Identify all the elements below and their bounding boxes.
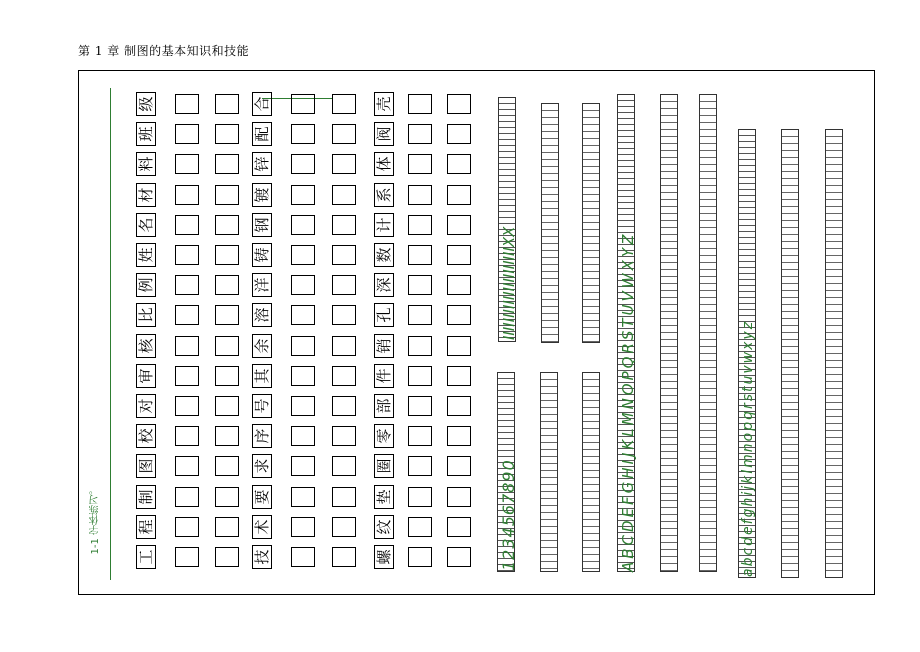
blank-practice-cell [408, 366, 432, 386]
practice-character: 溶 [252, 303, 272, 327]
blank-practice-cell [447, 517, 471, 537]
practice-character: 系 [374, 183, 394, 207]
blank-practice-cell [291, 396, 315, 416]
blank-practice-cell [175, 547, 199, 567]
blank-practice-cell [175, 185, 199, 205]
practice-character: 余 [252, 334, 272, 358]
blank-practice-cell [291, 245, 315, 265]
blank-practice-cell [215, 456, 239, 476]
digit-text: 1234567890 [499, 459, 518, 571]
blank-practice-cell [291, 215, 315, 235]
blank-practice-cell [332, 547, 356, 567]
practice-character: 计 [374, 213, 394, 237]
blank-practice-cell [408, 426, 432, 446]
upper-alpha-b: OPQRSTUVWXYZ [619, 231, 637, 396]
practice-character: 螺 [374, 545, 394, 569]
blank-practice-cell [332, 185, 356, 205]
blank-practice-cell [332, 517, 356, 537]
blank-practice-cell [175, 366, 199, 386]
blank-practice-cell [332, 396, 356, 416]
blank-practice-cell [408, 487, 432, 507]
blank-practice-cell [332, 366, 356, 386]
blank-practice-cell [175, 94, 199, 114]
practice-character: 阀 [374, 122, 394, 146]
practice-character: 件 [374, 364, 394, 388]
blank-practice-cell [175, 154, 199, 174]
blank-practice-cell [447, 215, 471, 235]
blank-practice-cell [408, 245, 432, 265]
blank-practice-cell [291, 487, 315, 507]
blank-strip-7 [781, 129, 799, 578]
blank-practice-cell [215, 487, 239, 507]
blank-practice-cell [291, 124, 315, 144]
blank-practice-cell [447, 487, 471, 507]
practice-character: 垫 [374, 485, 394, 509]
practice-character: 例 [136, 273, 156, 297]
practice-character: 圈 [374, 454, 394, 478]
blank-practice-cell [175, 396, 199, 416]
practice-character: 配 [252, 122, 272, 146]
practice-character: 销 [374, 334, 394, 358]
blank-practice-cell [332, 275, 356, 295]
blank-practice-cell [447, 305, 471, 325]
blank-practice-cell [332, 245, 356, 265]
blank-practice-cell [408, 396, 432, 416]
blank-practice-cell [447, 366, 471, 386]
blank-practice-cell [215, 154, 239, 174]
practice-character: 号 [252, 394, 272, 418]
practice-character: 名 [136, 213, 156, 237]
upper-alpha-a: ABCDEFGHIJKLMN [619, 395, 637, 572]
blank-practice-cell [291, 94, 315, 114]
practice-character: 术 [252, 515, 272, 539]
practice-character: 料 [136, 152, 156, 176]
title-divider-line [110, 88, 111, 580]
blank-practice-cell [332, 154, 356, 174]
blank-practice-cell [291, 517, 315, 537]
blank-practice-cell [332, 94, 356, 114]
practice-character: 审 [136, 364, 156, 388]
blank-strip-3 [660, 94, 678, 572]
blank-practice-cell [291, 366, 315, 386]
blank-strip-4 [699, 94, 717, 572]
practice-character: 工 [136, 545, 156, 569]
blank-practice-cell [175, 517, 199, 537]
practice-character: 级 [136, 92, 156, 116]
practice-character: 求 [252, 454, 272, 478]
blank-practice-cell [291, 547, 315, 567]
exercise-label: 1-1 字体练习。 [90, 485, 101, 555]
upper-alpha-text [619, 96, 637, 572]
blank-strip-5 [540, 372, 558, 572]
practice-character: 序 [252, 424, 272, 448]
blank-practice-cell [447, 185, 471, 205]
practice-character: 深 [374, 273, 394, 297]
blank-practice-cell [332, 336, 356, 356]
upper-latin-text-top: IIIIIIIIIIIIIIIIIIIIIXX [500, 226, 518, 340]
blank-practice-cell [175, 336, 199, 356]
blank-practice-cell [215, 305, 239, 325]
blank-practice-cell [447, 547, 471, 567]
blank-practice-cell [175, 456, 199, 476]
practice-character: 锌 [252, 152, 272, 176]
blank-practice-cell [175, 305, 199, 325]
practice-character: 纹 [374, 515, 394, 539]
practice-character: 比 [136, 303, 156, 327]
practice-character: 班 [136, 122, 156, 146]
blank-practice-cell [408, 215, 432, 235]
practice-character: 程 [136, 515, 156, 539]
blank-practice-cell [447, 426, 471, 446]
lower-alpha-text: abcdefghijklmnopqrstuvwxyz [740, 319, 756, 577]
blank-practice-cell [408, 456, 432, 476]
blank-practice-cell [291, 305, 315, 325]
blank-practice-cell [291, 154, 315, 174]
blank-practice-cell [215, 517, 239, 537]
blank-practice-cell [215, 94, 239, 114]
blank-practice-cell [408, 275, 432, 295]
practice-character: 姓 [136, 243, 156, 267]
practice-character: 钢 [252, 213, 272, 237]
blank-practice-cell [215, 336, 239, 356]
blank-practice-cell [175, 124, 199, 144]
blank-practice-cell [447, 124, 471, 144]
blank-practice-cell [408, 94, 432, 114]
practice-character: 洋 [252, 273, 272, 297]
blank-practice-cell [408, 124, 432, 144]
blank-practice-cell [447, 94, 471, 114]
blank-practice-cell [408, 517, 432, 537]
practice-character: 核 [136, 334, 156, 358]
blank-practice-cell [447, 275, 471, 295]
blank-strip-8 [825, 129, 843, 578]
blank-practice-cell [215, 245, 239, 265]
practice-character: 壳 [374, 92, 394, 116]
practice-character: 孔 [374, 303, 394, 327]
practice-character: 部 [374, 394, 394, 418]
blank-practice-cell [291, 456, 315, 476]
blank-practice-cell [447, 456, 471, 476]
blank-practice-cell [215, 185, 239, 205]
blank-practice-cell [408, 547, 432, 567]
blank-practice-cell [408, 154, 432, 174]
blank-strip-6 [582, 372, 600, 572]
blank-practice-cell [447, 396, 471, 416]
blank-practice-cell [215, 215, 239, 235]
blank-practice-cell [332, 215, 356, 235]
blank-practice-cell [175, 215, 199, 235]
blank-practice-cell [175, 245, 199, 265]
practice-character: 对 [136, 394, 156, 418]
blank-practice-cell [291, 275, 315, 295]
practice-character: 校 [136, 424, 156, 448]
practice-character: 合 [252, 92, 272, 116]
practice-character: 其 [252, 364, 272, 388]
blank-practice-cell [175, 487, 199, 507]
practice-character: 零 [374, 424, 394, 448]
blank-practice-cell [175, 426, 199, 446]
blank-practice-cell [215, 366, 239, 386]
practice-character: 制 [136, 485, 156, 509]
blank-practice-cell [291, 185, 315, 205]
blank-practice-cell [215, 426, 239, 446]
blank-practice-cell [215, 275, 239, 295]
practice-character: 要 [252, 485, 272, 509]
practice-character: 技 [252, 545, 272, 569]
blank-practice-cell [447, 336, 471, 356]
practice-character: 数 [374, 243, 394, 267]
blank-practice-cell [215, 396, 239, 416]
blank-practice-cell [291, 426, 315, 446]
practice-character: 图 [136, 454, 156, 478]
blank-practice-cell [447, 245, 471, 265]
practice-character: 体 [374, 152, 394, 176]
practice-character: 材 [136, 183, 156, 207]
page-header: 第 1 章 制图的基本知识和技能 [78, 44, 250, 58]
blank-practice-cell [332, 487, 356, 507]
blank-practice-cell [408, 336, 432, 356]
practice-character: 铸 [252, 243, 272, 267]
blank-practice-cell [215, 547, 239, 567]
blank-practice-cell [332, 305, 356, 325]
blank-practice-cell [215, 124, 239, 144]
blank-practice-cell [408, 185, 432, 205]
practice-character: 镀 [252, 183, 272, 207]
blank-practice-cell [447, 154, 471, 174]
blank-strip-1 [541, 103, 559, 343]
blank-strip-2 [582, 103, 600, 343]
blank-practice-cell [332, 124, 356, 144]
blank-practice-cell [332, 456, 356, 476]
blank-practice-cell [408, 305, 432, 325]
blank-practice-cell [175, 275, 199, 295]
blank-practice-cell [332, 426, 356, 446]
blank-practice-cell [291, 336, 315, 356]
